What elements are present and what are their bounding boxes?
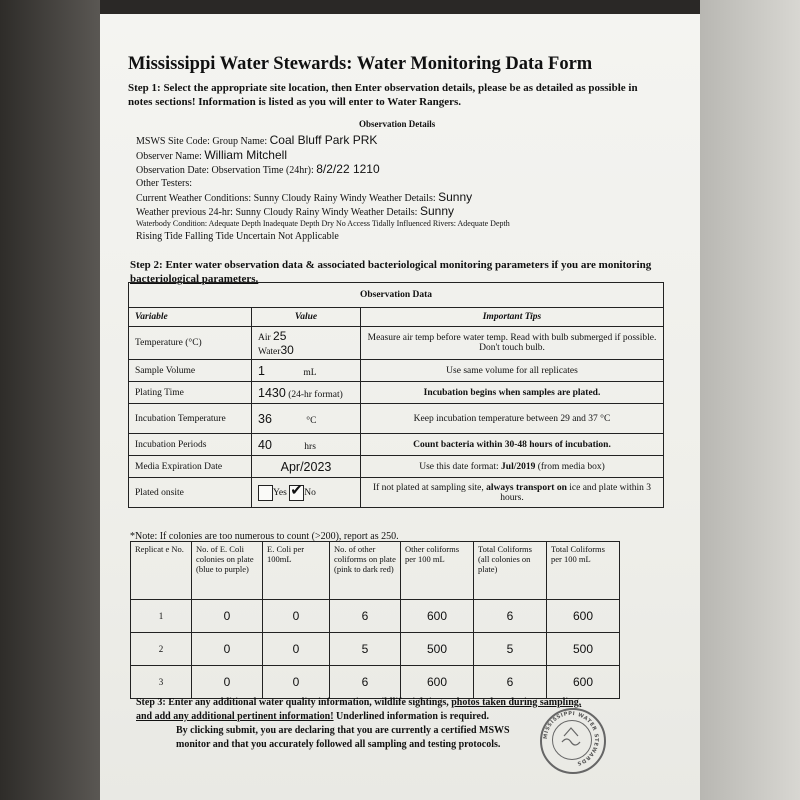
water-label: Water	[258, 347, 281, 357]
incubation-temp-value[interactable]: 36	[258, 411, 272, 426]
observation-details-heading: Observation Details	[359, 119, 436, 129]
col-variable-header: Variable	[129, 308, 252, 327]
date-label: Observation Date: Observation Time (24hr):	[136, 165, 314, 176]
form-title: Mississippi Water Stewards: Water Monitoring Data Form	[128, 54, 593, 74]
observation-data-table	[128, 282, 664, 508]
tide-options[interactable]: Rising Tide Falling Tide Uncertain Not Applicable	[136, 231, 339, 242]
current-weather-value[interactable]: Sunny	[438, 190, 473, 204]
table-row	[131, 633, 620, 666]
step1-line2: notes sections! Information is listed as you will enter to Water Rangers.	[128, 96, 462, 108]
step3-line1-b: photos taken during sampling,	[451, 697, 582, 708]
incubation-temp-cell	[252, 404, 361, 434]
msws-seal-logo	[540, 708, 606, 774]
no-checkbox[interactable]	[289, 480, 304, 501]
table-cell[interactable]: 0	[192, 633, 263, 666]
seal-inner-ring	[552, 720, 592, 760]
incubation-period-value[interactable]: 40	[258, 437, 272, 452]
table-cell[interactable]: 600	[547, 600, 620, 633]
step2-line2: bacteriological parameters.	[130, 273, 259, 285]
step2-line1: Step 2: Enter water observation data & associated bacteriological monitoring parameters if you are monitoring	[130, 259, 652, 271]
colony-note: *Note: If colonies are too numerous to count (>200), report as 250.	[130, 531, 399, 542]
media-expiration-cell	[252, 456, 361, 478]
waterbody-label: Waterbody Condition: Adequate Depth Inadequate Depth Dry No Access Tidally Influenced Rivers:	[136, 219, 456, 228]
total-coliforms-header: Total Coliforms (all colonies on plate)	[474, 542, 547, 600]
plating-time-label: Plating Time	[129, 382, 252, 404]
step1-line1: Step 1: Select the appropriate site location, then Enter observation details, please be as detailed as possible in	[128, 82, 638, 94]
table-row	[129, 360, 664, 382]
observer-row	[136, 148, 287, 162]
sample-volume-value[interactable]: 1	[258, 363, 265, 378]
table-cell[interactable]: 0	[263, 600, 330, 633]
sample-volume-cell	[252, 360, 361, 382]
replicate-no: 1	[131, 600, 192, 633]
table-cell[interactable]: 6	[474, 600, 547, 633]
table-row	[129, 404, 664, 434]
plated-onsite-cell	[252, 478, 361, 508]
other-coliforms-per-100ml-header: Other coliforms per 100 mL	[401, 542, 474, 600]
col-tips-header: Important Tips	[361, 308, 664, 327]
step3-line2	[136, 711, 489, 722]
background-top	[0, 0, 800, 14]
water-temp-value[interactable]: 30	[280, 343, 294, 357]
step3-line3: By clicking submit, you are declaring that you are currently a certified MSWS	[176, 725, 510, 736]
table-cell[interactable]: 500	[547, 633, 620, 666]
incubation-temp-tip: Keep incubation temperature between 29 and 37 °C	[361, 404, 664, 434]
table-cell[interactable]: 500	[401, 633, 474, 666]
table-cell[interactable]: 0	[263, 633, 330, 666]
expiry-tip-format: Jul/2019	[501, 461, 536, 472]
prev-weather-row	[136, 204, 454, 218]
plating-time-cell	[252, 382, 361, 404]
table-row	[129, 382, 664, 404]
plated-onsite-label: Plated onsite	[129, 478, 252, 508]
table-row	[131, 666, 620, 699]
seal-text: MISSISSIPPI WATER STEWARDS	[542, 710, 600, 767]
site-label: MSWS Site Code: Group Name:	[136, 136, 268, 147]
other-coliforms-count-header: No. of other coliforms on plate (pink to dark red)	[330, 542, 401, 600]
other-testers-label: Other Testers:	[136, 178, 193, 189]
site-row	[136, 133, 377, 147]
table-row	[129, 456, 664, 478]
plating-time-tip: Incubation begins when samples are plated.	[361, 382, 664, 404]
ecoli-per-100ml-header: E. Coli per 100mL	[263, 542, 330, 600]
step3-line1	[136, 697, 581, 708]
yes-label: Yes	[273, 487, 287, 498]
waterbody-row	[136, 219, 510, 228]
incubation-period-label: Incubation Periods	[129, 434, 252, 456]
table-cell[interactable]: 600	[401, 666, 474, 699]
checkmark-icon: ✔	[290, 480, 303, 499]
step3-line1-a: Step 3: Enter any additional water quality information, wildlife sightings,	[136, 697, 452, 708]
media-expiration-tip	[361, 456, 664, 478]
table-cell[interactable]: 0	[192, 666, 263, 699]
table-cell[interactable]: 5	[330, 633, 401, 666]
no-label: No	[304, 487, 316, 498]
plating-time-value[interactable]: 1430	[258, 385, 286, 400]
table-row	[131, 600, 620, 633]
prev-weather-value[interactable]: Sunny	[419, 204, 454, 218]
temperature-value-cell	[252, 327, 361, 360]
prev-weather-label: Weather previous 24-hr: Sunny Cloudy Rainy Windy Weather Details:	[136, 207, 418, 218]
current-weather-label: Current Weather Conditions: Sunny Cloudy Rainy Windy Weather Details:	[136, 193, 436, 204]
replicate-table	[130, 541, 620, 699]
media-expiration-value[interactable]: Apr/2023	[280, 459, 332, 474]
table-cell[interactable]: 6	[474, 666, 547, 699]
table-row	[129, 434, 664, 456]
temperature-tip: Measure air temp before water temp. Read with bulb submerged if possible. Don't touch bulb.	[361, 327, 664, 360]
table-cell[interactable]: 5	[474, 633, 547, 666]
table-cell[interactable]: 600	[547, 666, 620, 699]
expiry-tip-suffix: (from media box)	[535, 461, 605, 472]
temperature-label: Temperature (°C)	[129, 327, 252, 360]
incubation-period-cell	[252, 434, 361, 456]
yes-checkbox[interactable]	[258, 485, 273, 501]
sample-volume-unit: mL	[303, 367, 317, 378]
step3-line2-b: Underlined information is required.	[333, 711, 490, 722]
incubation-temp-unit: °C	[306, 415, 317, 426]
table-row	[129, 327, 664, 360]
incubation-temp-label: Incubation Temperature	[129, 404, 252, 434]
plated-tip-b: always transport on	[486, 482, 567, 493]
replicate-header: Replicat e No.	[131, 542, 192, 600]
step3-line4: monitor and that you accurately followed all sampling and testing protocols.	[176, 739, 501, 750]
plated-onsite-tip	[361, 478, 664, 508]
observer-value[interactable]: William Mitchell	[204, 148, 287, 162]
total-coliforms-per-100ml-header: Total Coliforms per 100 mL	[547, 542, 620, 600]
replicate-no: 2	[131, 633, 192, 666]
background-right	[700, 0, 800, 800]
col-value-header: Value	[252, 308, 361, 327]
ecoli-count-header: No. of E. Coli colonies on plate (blue to purple)	[192, 542, 263, 600]
incubation-period-tip: Count bacteria within 30-48 hours of incubation.	[361, 434, 664, 456]
replicate-header-row	[131, 542, 620, 600]
air-temp-value[interactable]: 25	[273, 329, 287, 343]
table-cell[interactable]: 6	[330, 600, 401, 633]
date-value[interactable]: 8/2/22 1210	[316, 162, 380, 176]
sample-volume-label: Sample Volume	[129, 360, 252, 382]
expiry-tip-prefix: Use this date format:	[419, 461, 502, 472]
date-row	[136, 162, 380, 176]
air-label: Air	[258, 333, 271, 343]
table-cell[interactable]: 6	[330, 666, 401, 699]
media-expiration-label: Media Expiration Date	[129, 456, 252, 478]
form-paper	[100, 14, 700, 800]
table-cell[interactable]: 0	[192, 600, 263, 633]
table-cell[interactable]: 600	[401, 600, 474, 633]
background-left	[0, 0, 100, 800]
replicate-no: 3	[131, 666, 192, 699]
step3-line2-a: and add any additional pertinent information!	[136, 711, 334, 722]
plated-tip-a: If not plated at sampling site,	[372, 482, 487, 493]
incubation-period-unit: hrs	[304, 441, 316, 452]
table-cell[interactable]: 0	[263, 666, 330, 699]
observer-label: Observer Name:	[136, 151, 202, 162]
observation-table-title: Observation Data	[129, 283, 664, 308]
table-row	[129, 478, 664, 508]
waterbody-value[interactable]: Adequate Depth	[457, 219, 510, 228]
site-value[interactable]: Coal Bluff Park PRK	[269, 133, 378, 147]
sample-volume-tip: Use same volume for all replicates	[361, 360, 664, 382]
current-weather-row	[136, 190, 472, 204]
plating-time-unit: (24-hr format)	[288, 389, 343, 400]
plated-tip-c: ice and plate within 3 hours.	[500, 482, 652, 503]
